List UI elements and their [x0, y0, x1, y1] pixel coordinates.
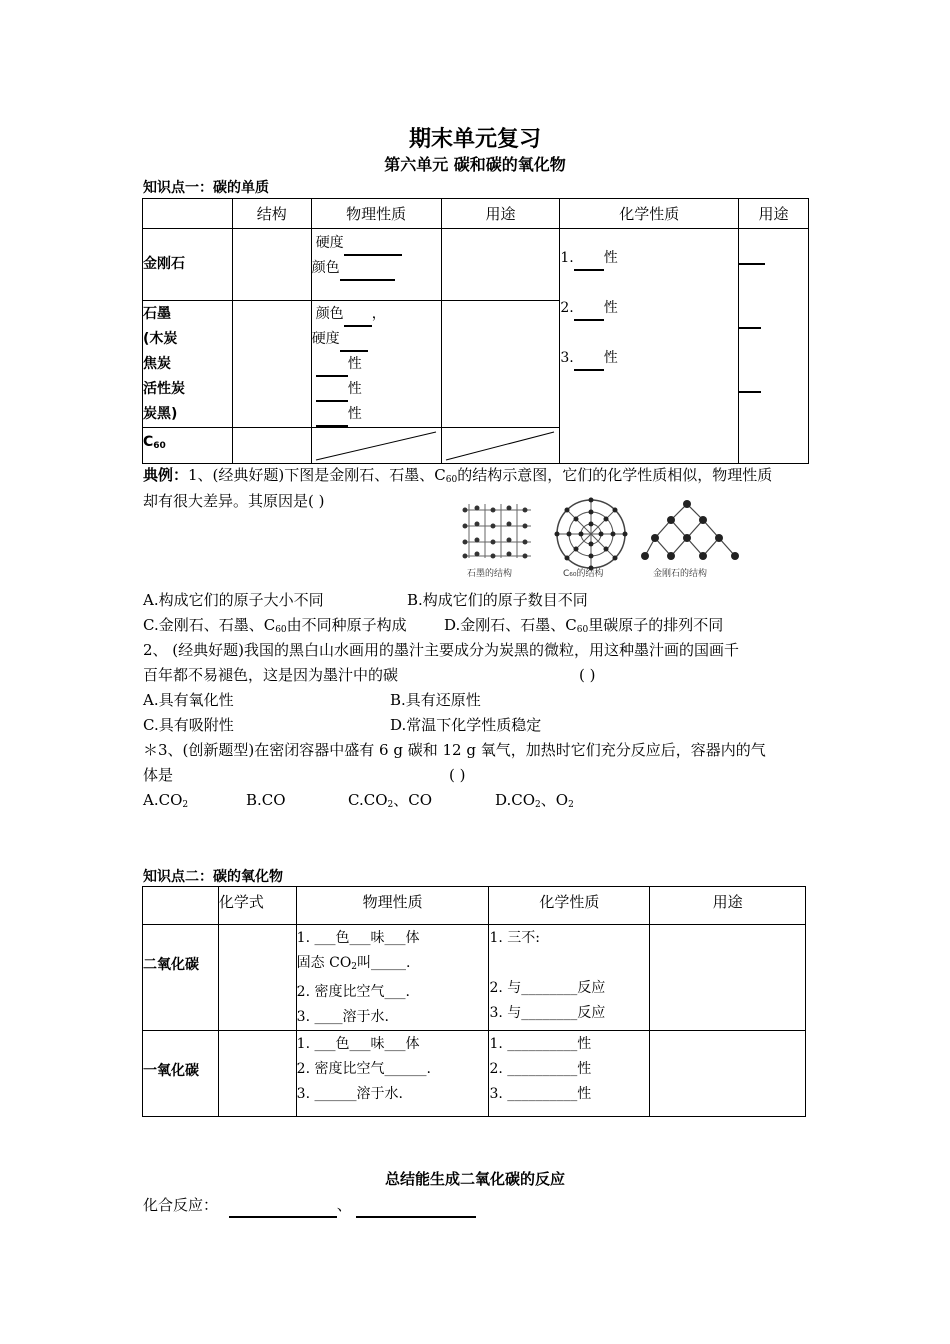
c60-physical-slash: [312, 428, 442, 464]
co2-chem-1: 1. 三不:: [489, 930, 541, 946]
q1-line2: 却有很大差异。其原因是( ): [143, 492, 325, 510]
table2-header-chemical: 化学性质: [489, 887, 650, 925]
graphite-hardness-label: 硬度: [311, 331, 340, 347]
table1-header-physical: 物理性质: [311, 199, 441, 229]
c60-uses-slash: [442, 428, 561, 464]
q2-line2: 百年都不易褪色，这是因为墨汁中的碳: [143, 666, 399, 684]
table2-header-blank: [143, 887, 219, 925]
q2-line1: 2、 (经典好题)我国的黑白山水画用的墨汁主要成分为炭黑的微粒，用这种墨汁画的国画千: [143, 641, 740, 659]
q1-text-b: 的结构示意图，它们的化学性质相似，物理性质: [457, 466, 773, 484]
diamond-uses-cell: [441, 229, 560, 301]
page-title: 期末单元复习: [408, 127, 541, 152]
diamond-row: [143, 229, 809, 301]
co-row: [143, 1031, 806, 1117]
graphite-prop-1-blank[interactable]: [316, 361, 348, 377]
graphite-hardness-blank[interactable]: [340, 336, 368, 352]
graphite-label-5: 炭黑): [143, 406, 178, 422]
graphite-label-1: 石墨: [143, 306, 171, 322]
diamond-color-blank[interactable]: [340, 265, 395, 281]
chem-item-1-num: 1.: [560, 250, 574, 266]
co2-phys-1: 1. ___色___味___体: [296, 930, 420, 946]
c60-structure-image: [555, 498, 628, 571]
table1-header-row: [143, 199, 809, 229]
diamond-hardness-label: 硬度: [315, 235, 344, 251]
q1-option-b[interactable]: B.构成它们的原子数目不同: [407, 591, 588, 609]
q3-line1: ＊3、(创新题型)在密闭容器中盛有 6 g 碳和 12 g 氧气，加热时它们充分反应后，容器内的气: [143, 741, 766, 759]
diamond-structure-cell: [232, 229, 311, 301]
co-chem-3: 3. __________性: [489, 1086, 592, 1102]
graphite-color-comma: ，: [371, 306, 386, 322]
co2-formula-cell: [218, 925, 296, 1031]
c60-label: $C_{60}$: [143, 434, 166, 451]
q2-answer-paren: ( ): [579, 666, 596, 684]
chem-item-2-suffix: 性: [603, 300, 618, 316]
co2-chem-3: 3. 与________反应: [489, 1005, 606, 1021]
table2-header-physical: 物理性质: [296, 887, 489, 925]
graphite-caption: 石墨的结构: [467, 569, 513, 579]
graphite-physical-cell: [311, 301, 441, 428]
co2-label: 二氧化碳: [143, 957, 199, 973]
chem-item-2-num: 2.: [560, 300, 574, 316]
chem-item-3-suffix: 性: [603, 350, 618, 366]
chem-item-3-blank[interactable]: [574, 355, 604, 371]
graphite-prop-3-blank[interactable]: [316, 411, 348, 427]
q3-option-b[interactable]: B.CO: [246, 791, 286, 809]
table1-header-uses: 用途: [441, 199, 560, 229]
c60-uses-cell: [441, 428, 560, 464]
q2-option-c[interactable]: C.具有吸附性: [143, 716, 234, 734]
q1-option-c[interactable]: C.金刚石、石墨、$C_{60}$由不同种原子构成: [143, 616, 407, 635]
q3-option-c[interactable]: $C.CO_2$、CO: [348, 791, 433, 810]
c60-caption: C₆₀的结构: [563, 569, 604, 579]
co2-row: [143, 925, 806, 1031]
diamond-color-label: 颜色: [311, 260, 340, 276]
chem-item-1-suffix: 性: [603, 250, 618, 266]
section2-heading: 知识点二：碳的氧化物: [143, 869, 283, 885]
graphite-color-label: 颜色: [315, 306, 344, 322]
summary-heading: 总结能生成二氧化碳的反应: [384, 1170, 565, 1188]
table1-header-structure: 结构: [232, 199, 311, 229]
co-label: 一氧化碳: [143, 1063, 199, 1079]
carbon-oxides-table: [142, 886, 806, 1117]
q3-line2: 体是: [143, 766, 174, 784]
q2-option-d[interactable]: D.常温下化学性质稳定: [390, 716, 542, 734]
table2-header-row: [143, 887, 806, 925]
q3-option-d[interactable]: $D.CO_2$、$O_2$: [495, 791, 574, 810]
combination-separator: 、: [336, 1196, 352, 1214]
graphite-label-2: (木炭: [143, 331, 178, 347]
co2-chemical-cell: [489, 925, 650, 1031]
graphite-structure-cell: [232, 301, 311, 428]
graphite-label-4: 活性炭: [143, 381, 185, 397]
q3-option-a[interactable]: $A.CO_2$: [143, 791, 189, 810]
co-uses-cell: [650, 1031, 806, 1117]
graphite-label-cell: [143, 301, 233, 428]
table2-header-uses: 用途: [650, 887, 806, 925]
co-phys-2: 2. 密度比空气______.: [296, 1061, 431, 1077]
diamond-caption: 金刚石的结构: [653, 569, 708, 579]
graphite-color-blank[interactable]: [344, 311, 372, 327]
table2-header-formula: 化学式: [218, 887, 296, 925]
q1-text-a: 1、(经典好题)下图是金刚石、石墨、C: [188, 466, 446, 484]
combination-reaction-line: [143, 1193, 476, 1218]
combination-blank-2[interactable]: [356, 1202, 476, 1218]
table1-header-uses2: 用途: [739, 199, 809, 229]
graphite-prop-2-blank[interactable]: [316, 386, 348, 402]
graphite-prop-1-suffix: 性: [347, 356, 362, 372]
combination-reaction-label: 化合反应：: [143, 1196, 219, 1214]
co-chem-1: 1. __________性: [489, 1036, 592, 1052]
q1-option-d[interactable]: D.金刚石、石墨、$C_{60}$里碳原子的排列不同: [444, 616, 724, 635]
chem-item-3-num: 3.: [560, 350, 574, 366]
graphite-label-3: 焦炭: [143, 356, 171, 372]
graphite-prop-3-suffix: 性: [347, 406, 362, 422]
q2-option-a[interactable]: A.具有氧化性: [143, 691, 234, 709]
chem-item-2-blank[interactable]: [574, 305, 604, 321]
section1-heading: 知识点一：碳的单质: [143, 180, 269, 196]
co-phys-1: 1. ___色___味___体: [296, 1036, 420, 1052]
co-physical-cell: [296, 1031, 489, 1117]
graphite-uses-cell: [441, 301, 560, 428]
q2-option-b[interactable]: B.具有还原性: [390, 691, 481, 709]
co2-phys-3: 2. 密度比空气___.: [296, 984, 410, 1000]
q1-option-a[interactable]: A.构成它们的原子大小不同: [143, 591, 324, 609]
graphite-structure-image: [463, 504, 532, 559]
diamond-label: 金刚石: [143, 256, 185, 272]
diamond-structure-image: [641, 500, 739, 560]
table1-header-blank: [143, 199, 233, 229]
table1-header-chemical: 化学性质: [560, 199, 739, 229]
co2-chem-2: 2. 与________反应: [489, 980, 606, 996]
co2-physical-cell: [296, 925, 489, 1031]
graphite-prop-2-suffix: 性: [347, 381, 362, 397]
diamond-hardness-blank[interactable]: [344, 240, 402, 256]
diamond-physical-cell: [311, 229, 441, 301]
co2-uses-cell: [650, 925, 806, 1031]
co-formula-cell: [218, 1031, 296, 1117]
q1-sub: 60: [445, 475, 458, 485]
co-chem-2: 2. __________性: [489, 1061, 592, 1077]
chemical-uses-cell: [739, 229, 809, 464]
examples-label: 典例：: [143, 466, 189, 484]
page-subtitle: 第六单元 碳和碳的氧化物: [384, 155, 566, 174]
c60-structure-cell: [232, 428, 311, 464]
co-phys-3: 3. ______溶于水.: [296, 1086, 403, 1102]
chem-use-3-blank[interactable]: [739, 377, 761, 393]
co-chemical-cell: [489, 1031, 650, 1117]
carbon-elements-table: [142, 198, 809, 464]
carbon-structures-figure: [455, 496, 745, 582]
combination-blank-1[interactable]: [229, 1202, 337, 1218]
co2-phys-2: 固态 $CO_2$叫_____.: [296, 955, 411, 972]
chemical-properties-cell: [560, 229, 739, 464]
q3-answer-paren: ( ): [449, 766, 466, 784]
co2-phys-4: 3. ____溶于水.: [296, 1009, 389, 1025]
chem-use-2-blank[interactable]: [739, 313, 761, 329]
c60-physical-cell: [311, 428, 441, 464]
chem-use-1-blank[interactable]: [739, 249, 765, 265]
chem-item-1-blank[interactable]: [574, 255, 604, 271]
